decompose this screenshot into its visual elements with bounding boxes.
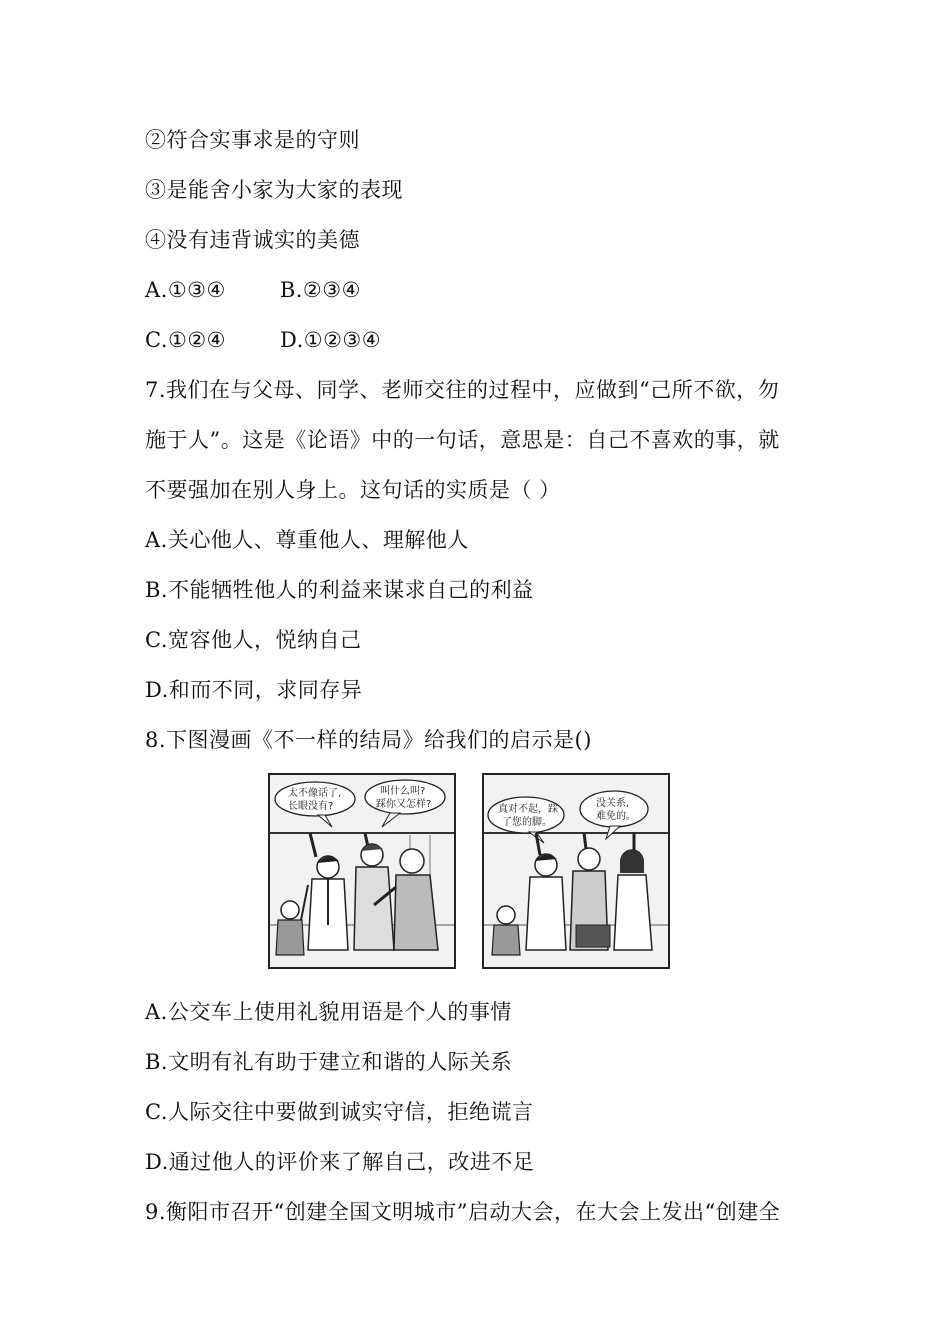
q7-stem-line-1: 7.我们在与父母、同学、老师交往的过程中，应做到“己所不欲，勿 bbox=[145, 378, 780, 402]
q8-choice-d: D.通过他人的评价来了解自己，改进不足 bbox=[145, 1150, 535, 1174]
q7-stem-line-2: 施于人”。这是《论语》中的一句话，意思是：自己不喜欢的事，就 bbox=[145, 428, 780, 452]
q7-choice-c: C.宽容他人，悦纳自己 bbox=[145, 628, 362, 652]
q6-choice-b: B.②③④ bbox=[279, 278, 361, 302]
bubble-2-line-1: 没关系, bbox=[596, 798, 630, 809]
bubble-1-line-1: 太不像话了, bbox=[288, 788, 342, 799]
q7-choice-d: D.和而不同，求同存异 bbox=[145, 678, 363, 702]
bubble-2-line-2: 难免的。 bbox=[596, 811, 636, 822]
q8-stem: 8.下图漫画《不一样的结局》给我们的启示是() bbox=[145, 728, 592, 752]
comic-left-illustration bbox=[270, 775, 454, 967]
bubble-1-line-2: 长眼没有? bbox=[288, 801, 334, 812]
comic-panel-right bbox=[482, 773, 670, 969]
option-2: ②符合实事求是的守则 bbox=[145, 128, 360, 152]
bubble-2-line-1: 叫什么叫? bbox=[380, 786, 426, 797]
option-4: ④没有违背诚实的美德 bbox=[145, 228, 360, 252]
bubble-1-line-2: 了您的脚。 bbox=[502, 817, 552, 828]
q6-choices-ab bbox=[145, 276, 361, 304]
q6-choice-d: D.①②③④ bbox=[279, 328, 382, 352]
bubble-1-line-1: 真对不起，踩 bbox=[498, 804, 558, 815]
q6-choice-a: A.①③④ bbox=[145, 278, 226, 302]
q8-choice-c: C.人际交往中要做到诚实守信，拒绝谎言 bbox=[145, 1100, 534, 1124]
comic-right-illustration bbox=[484, 775, 668, 967]
option-3: ③是能舍小家为大家的表现 bbox=[145, 178, 403, 202]
q7-stem-line-3: 不要强加在别人身上。这句话的实质是（ ） bbox=[145, 478, 561, 502]
comic-panel-left bbox=[268, 773, 456, 969]
q9-stem-line-1: 9.衡阳市召开“创建全国文明城市”启动大会，在大会上发出“创建全 bbox=[145, 1200, 781, 1224]
q8-choice-a: A.公交车上使用礼貌用语是个人的事情 bbox=[145, 1000, 512, 1024]
q6-choices-cd bbox=[145, 326, 381, 354]
q8-choice-b: B.文明有礼有助于建立和谐的人际关系 bbox=[145, 1050, 513, 1074]
q7-choice-a: A.关心他人、尊重他人、理解他人 bbox=[145, 528, 469, 552]
q7-choice-b: B.不能牺牲他人的利益来谋求自己的利益 bbox=[145, 578, 534, 602]
bubble-2-line-2: 踩你又怎样? bbox=[376, 799, 432, 810]
q6-choice-c: C.①②④ bbox=[145, 328, 226, 352]
